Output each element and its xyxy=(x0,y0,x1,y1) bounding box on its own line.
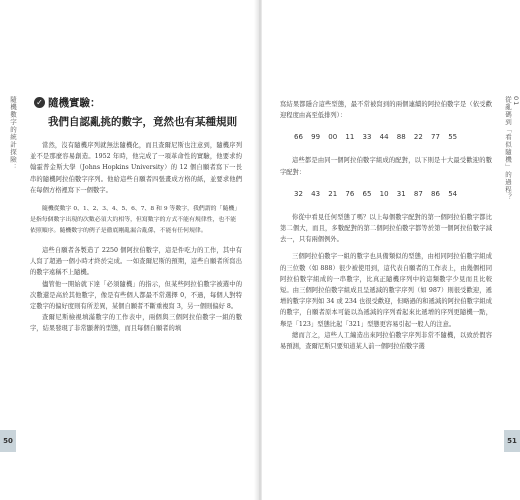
paragraph: 當然，沒有隨機序列就無法隨機化，而且查爾尼斯也注意到，隨機序列並不是那麼容易創造。1952 年時，他完成了一項革命性的實驗，他要求約翰霍普金斯大學（Johns Hopkins University）的 12 個自願者寫下一長串的隨機阿拉伯數字序列。他給這些自願者四張畫成方格的紙，並要求他們在每個方格裡寫下一個數字。 xyxy=(30,142,242,194)
section-heading xyxy=(34,95,244,129)
paragraph: 三個阿拉伯數字一組的數字也具備類似的型態，由相同阿拉伯數字組成的三位數（如 888）很少被使用到，這代表自願者的工作表上，由幾個相同阿拉伯數字組成的一串數字，比真正隨機序列中的這類數字少見而且比較短。由三個阿拉伯數字組成且呈遞減的數字序列（如 987）則很受歡迎，遞增的數字序列如 34 或 234 也很受歡迎，但略過的和遞減的阿拉伯數字組成的數字，自願者原本可能以為遞減的序列看起來比遞增的序列更隨機一點，舉是「123」型態比起「321」型態更容易引起一般人的注意。 xyxy=(280,253,492,328)
page-number-left: 50 xyxy=(0,430,16,452)
paragraph: 寫結果都隱合這些型態，最不常被寫到的兩個連續的阿拉伯數字是（依受歡迎程度由高至低排列）： xyxy=(280,101,492,120)
left-page xyxy=(0,0,258,500)
check-icon: ✓ xyxy=(34,97,45,108)
left-running-head: 隨機數字的統計探險： xyxy=(9,96,17,171)
chapter-title: 從亂碼到「看似隨機」的過程？ xyxy=(504,96,512,201)
paragraph: 總而言之，這些人工編造出來阿拉伯數字序列非常不隨機，以致於假容易預測，查爾尼斯只要知道某人前一個阿拉伯數字選 xyxy=(280,331,492,351)
paragraph: 這些自願者各製造了 2250 個阿拉伯數字，這是件吃力的工作，其中有人寫了超過一個小時才終於完成。一如查爾尼斯的預期，這些自願者所寫出的數字遠稱不上隨機。 xyxy=(30,247,242,277)
paragraph: 這些都是由同一個阿拉伯數字組成的配對，以下則是十大最受歡迎的數字配對： xyxy=(280,157,492,176)
least-common-pairs: 66 99 00 11 33 44 88 22 77 55 xyxy=(294,133,458,142)
paragraph: 儘管他一開始就下達「必須隨機」的指示，但某些阿拉伯數字被選中的次數還是高於其他數字，像是有些個人都最不常選擇 0，不過，每個人對特定數字的偏好度則有所差異，某個自願者不斷重複寫 3，另一個則偏好 8。 xyxy=(30,280,242,311)
most-popular-pairs: 32 43 21 76 65 10 31 87 86 54 xyxy=(294,189,458,198)
heading-line-1: 隨機實驗： xyxy=(48,97,101,109)
paragraph: 查爾尼斯檢視填滿數字的工作表中，兩個與三個阿拉伯數字一組的數字，結果發現了非常顯著的型態，而且每個自願者的填 xyxy=(30,314,242,333)
right-page xyxy=(262,0,520,500)
chapter-number: 01 xyxy=(512,96,520,107)
paragraph: 你從中看見任何型態了嗎？以上每個數字配對的第一個阿拉伯數字都比第二個大，而且，多數配對的第二個阿拉伯數字都等於第一個阿拉伯數字減去一，只有兩個例外。 xyxy=(280,213,492,244)
right-running-head xyxy=(504,96,520,201)
instruction-quote: 隨機從數字 0、1、2、3、4、5、6、7、8 和 9 等數字，我們謂的「隨機」是指每個數字出現的次數必須大約相等，但寫數字的方式不能有規律性，也不能依照順序。隨機數字的例子是徹底剛亂漏合亂係，不能有任何規律。 xyxy=(30,206,241,235)
left-body-text xyxy=(30,140,242,335)
heading-line-2: 我們自認亂挑的數字，竟然也有某種規則 xyxy=(48,116,237,128)
right-body-text xyxy=(280,99,492,352)
page-number-right: 51 xyxy=(504,430,520,452)
